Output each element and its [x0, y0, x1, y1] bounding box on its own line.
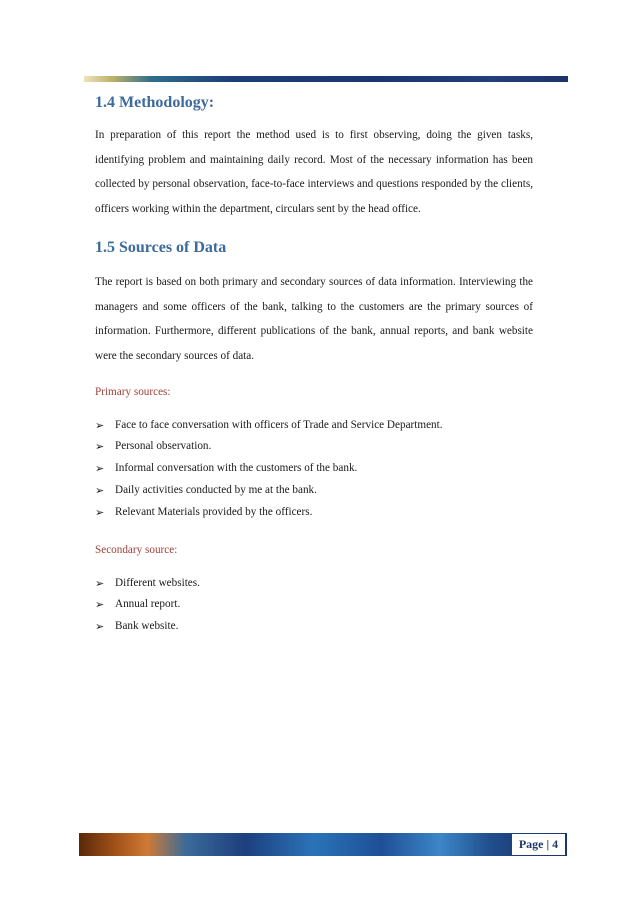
list-item: ➢ Informal conversation with the customers of the bank. — [95, 458, 533, 480]
arrow-bullet-icon: ➢ — [95, 620, 105, 634]
arrow-bullet-icon: ➢ — [95, 484, 105, 498]
page-content — [95, 92, 533, 638]
primary-sources-label: Primary sources: — [95, 385, 171, 398]
sources-paragraph: The report is based on both primary and secondary sources of data information. Interviewing the managers and some officers of the bank, talking to the customers are the primary sources of information. Furthermore, different publications of the bank, annual reports, and bank website were the secondary sources of data. — [95, 275, 533, 362]
footer-decorative-band — [79, 833, 567, 856]
arrow-bullet-icon: ➢ — [95, 505, 105, 519]
list-item: ➢ Relevant Materials provided by the officers. — [95, 502, 533, 524]
list-item: ➢ Personal observation. — [95, 436, 533, 458]
methodology-paragraph: In preparation of this report the method used is to first observing, doing the given tasks, identifying problem and maintaining daily record. Most of the necessary information has been collected by personal observation, face-to-face interviews and questions responded by the clients, officers working within the department, circulars sent by the head office. — [95, 129, 533, 216]
section-heading-sources-of-data: 1.5 Sources of Data — [95, 238, 227, 256]
header-decorative-band — [84, 76, 568, 82]
primary-sources-list — [95, 415, 533, 524]
arrow-bullet-icon: ➢ — [95, 576, 105, 590]
arrow-bullet-icon: ➢ — [95, 598, 105, 612]
secondary-sources-list — [95, 573, 533, 638]
list-item: ➢ Face to face conversation with officers of Trade and Service Department. — [95, 415, 533, 437]
arrow-bullet-icon: ➢ — [95, 462, 105, 476]
arrow-bullet-icon: ➢ — [95, 418, 105, 432]
secondary-source-label: Secondary source: — [95, 543, 178, 556]
list-item: ➢ Bank website. — [95, 616, 533, 638]
page-number: Page | 4 — [512, 834, 565, 855]
list-item: ➢ Different websites. — [95, 573, 533, 595]
arrow-bullet-icon: ➢ — [95, 440, 105, 454]
list-item: ➢ Daily activities conducted by me at the bank. — [95, 480, 533, 502]
section-heading-methodology: 1.4 Methodology: — [95, 94, 215, 111]
list-item: ➢ Annual report. — [95, 594, 533, 616]
